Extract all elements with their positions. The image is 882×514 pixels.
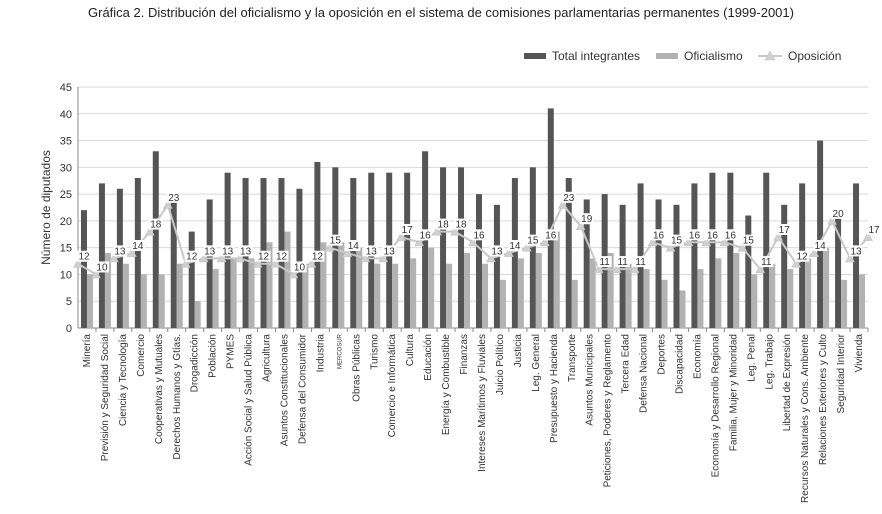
x-tick-label: Defensa Nacional (638, 334, 650, 413)
legend-label-oposicion: Oposición (788, 49, 842, 63)
bar-oficialismo (482, 264, 488, 328)
bar-total-integrantes (189, 232, 195, 328)
y-axis-label: Número de diputados (39, 150, 53, 265)
bar-total-integrantes (332, 167, 338, 328)
bar-total-integrantes (530, 167, 536, 328)
bar-oficialismo (554, 232, 560, 328)
bar-total-integrantes (691, 183, 697, 328)
x-tick-label: Leg. Trabajo (764, 334, 776, 390)
x-tick-label: Derechos Humanos y Gtías. (171, 334, 183, 460)
data-label-oposicion: 16 (473, 230, 485, 242)
x-tick-label: Población (207, 334, 219, 378)
bar-total-integrantes (207, 199, 213, 328)
bar-total-integrantes (656, 199, 662, 328)
bar-oficialismo (500, 280, 506, 328)
bar-oficialismo (626, 264, 632, 328)
x-tick-label: Recursos Naturales y Cons. Ambiente (800, 334, 812, 503)
bar-oficialismo (859, 274, 865, 328)
x-tick-label: Finanzas (459, 334, 471, 375)
legend-label-total-integrantes: Total integrantes (552, 49, 641, 63)
x-tick-label: Libertad de Expresión (782, 334, 794, 432)
bar-oficialismo (823, 248, 829, 328)
bar-total-integrantes (817, 141, 823, 328)
data-label-oposicion: 12 (311, 251, 323, 263)
x-tick-label: Acción Social y Salud Pública (243, 334, 255, 466)
bar-oficialismo (446, 264, 452, 328)
bar-total-integrantes (99, 183, 105, 328)
y-tick-label: 5 (65, 296, 72, 309)
x-tick-label: Economía (692, 334, 704, 380)
data-label-oposicion: 13 (222, 246, 234, 258)
x-tick-label: Asuntos Constitucionales (279, 334, 291, 447)
bar-oficialismo (841, 280, 847, 328)
data-label-oposicion: 13 (204, 246, 216, 258)
data-label-oposicion: 13 (114, 246, 126, 258)
x-tick-label: Educación (423, 334, 435, 381)
bar-oficialismo (787, 269, 793, 328)
x-tick-label: Discapacidad (674, 334, 686, 395)
data-label-oposicion: 15 (742, 235, 754, 247)
bar-oficialismo (644, 269, 650, 328)
x-tick-label: Energía y Combustible (441, 334, 453, 436)
bar-oficialismo (805, 258, 811, 328)
bar-oficialismo (428, 248, 434, 328)
y-tick-label: 0 (65, 323, 72, 335)
data-label-oposicion: 12 (186, 251, 198, 263)
data-label-oposicion: 15 (670, 235, 683, 247)
bar-total-integrantes (440, 167, 446, 328)
data-label-oposicion: 14 (347, 241, 359, 253)
bar-oficialismo (392, 264, 398, 328)
x-tick-label: Leg. General (530, 334, 542, 392)
y-tick-label: 20 (59, 215, 72, 228)
data-label-oposicion: 17 (778, 224, 790, 236)
bar-oficialismo (679, 291, 685, 328)
bar-oficialismo (87, 274, 93, 328)
bar-oficialismo (518, 258, 524, 328)
bar-total-integrantes (673, 205, 679, 328)
x-tick-label: Presupuesto y Hacienda (548, 334, 560, 443)
data-label-oposicion: 18 (150, 219, 162, 231)
x-tick-label: Economía y Desarrollo Regional (710, 334, 722, 478)
bar-oficialismo (284, 232, 290, 328)
x-tick-label: Asuntos Municipales (584, 334, 596, 426)
x-tick-label: Defensa del Consumidor (297, 334, 309, 445)
data-label-oposicion: 12 (78, 251, 90, 263)
bar-oficialismo (697, 269, 703, 328)
data-label-oposicion: 11 (617, 257, 628, 269)
data-label-oposicion: 16 (688, 230, 701, 242)
x-tick-label: Familia, Mujer y Minoridad (728, 334, 740, 452)
data-label-oposicion: 12 (257, 251, 270, 263)
data-label-oposicion: 13 (383, 246, 395, 258)
data-label-oposicion: 13 (850, 246, 862, 258)
data-label-oposicion: 13 (365, 246, 377, 258)
bar-oficialismo (249, 258, 255, 328)
x-tick-label: Juicio Político (494, 334, 506, 396)
data-label-oposicion: 23 (168, 192, 180, 204)
data-label-oposicion: 20 (832, 208, 844, 220)
data-label-oposicion: 14 (814, 241, 826, 253)
x-tick-label: Turismo (369, 334, 381, 370)
legend-swatch-oficialismo (656, 53, 678, 59)
data-label-oposicion: 11 (761, 257, 772, 269)
x-tick-label: Relaciones Exteriores y Culto (818, 334, 830, 466)
x-tick-label: Previsión y Seguridad Social (99, 334, 111, 462)
bar-oficialismo (464, 253, 470, 328)
data-label-oposicion: 15 (527, 235, 539, 247)
bar-total-integrantes (153, 151, 159, 328)
y-tick-label: 10 (59, 269, 72, 282)
bar-total-integrantes (727, 173, 733, 328)
bar-oficialismo (662, 280, 668, 328)
bar-total-integrantes (548, 108, 554, 328)
data-label-oposicion: 16 (706, 230, 718, 242)
data-label-oposicion: 15 (329, 235, 341, 247)
data-label-oposicion: 16 (419, 230, 431, 242)
bar-oficialismo (123, 264, 129, 328)
bar-total-integrantes (763, 173, 769, 328)
data-label-oposicion: 19 (581, 214, 593, 226)
bar-oficialismo (231, 258, 237, 328)
bar-oficialismo (141, 274, 147, 328)
data-label-oposicion: 13 (240, 246, 252, 258)
bar-total-integrantes (404, 173, 410, 328)
legend-label-oficialismo: Oficialismo (684, 49, 743, 63)
bar-total-integrantes (350, 178, 356, 328)
x-tick-label: Transporte (566, 334, 578, 382)
bar-total-integrantes (458, 167, 464, 328)
bar-total-integrantes (781, 205, 787, 328)
bar-oficialismo (374, 264, 380, 328)
bar-total-integrantes (709, 173, 715, 328)
bar-oficialismo (356, 248, 362, 328)
bar-oficialismo (590, 258, 596, 328)
data-label-oposicion: 17 (868, 224, 880, 236)
bar-total-integrantes (745, 216, 751, 328)
bar-oficialismo (572, 280, 578, 328)
data-label-oposicion: 11 (635, 257, 646, 269)
bar-oficialismo (195, 301, 201, 328)
bar-oficialismo (769, 264, 775, 328)
data-label-oposicion: 13 (491, 246, 503, 258)
x-tick-label: Cooperativas y Mutuales (153, 334, 165, 445)
bar-oficialismo (751, 274, 757, 328)
x-tick-label: Intereses Marítimos y Fluviales (476, 334, 488, 472)
x-tick-label: Seguridad Interior (836, 334, 848, 414)
data-label-oposicion: 11 (599, 257, 610, 269)
x-tick-label: MERCOSUR (337, 334, 344, 370)
bar-total-integrantes (476, 194, 482, 328)
data-label-oposicion: 17 (401, 224, 413, 236)
x-tick-label: Agricultura (261, 334, 273, 382)
chart-title: Gráfica 2. Distribución del oficialismo y la oposición en el sistema de comisiones parlamentarias permanentes (1999-2001) (88, 5, 794, 20)
bar-oficialismo (177, 264, 183, 328)
y-tick-label: 45 (59, 82, 72, 94)
x-tick-label: Vivienda (854, 334, 866, 373)
bar-oficialismo (715, 258, 721, 328)
x-tick-label: Minería (81, 334, 93, 368)
data-label-oposicion: 18 (455, 219, 467, 231)
y-tick-label: 30 (59, 162, 72, 175)
data-label-oposicion: 12 (275, 251, 288, 263)
y-tick-label: 25 (59, 189, 72, 202)
bar-total-integrantes (135, 178, 141, 328)
bar-total-integrantes (296, 189, 302, 328)
x-tick-label: Deportes (656, 334, 668, 375)
x-tick-label: Comercio (135, 334, 147, 377)
y-tick-label: 15 (59, 242, 72, 255)
bar-oficialismo (213, 269, 219, 328)
data-label-oposicion: 14 (509, 241, 521, 253)
data-label-oposicion: 16 (652, 230, 665, 242)
data-label-oposicion: 12 (796, 251, 808, 263)
x-tick-label: Tercera Edad (620, 334, 632, 394)
data-label-oposicion: 18 (437, 219, 449, 231)
x-tick-label: Justicia (512, 334, 524, 368)
bar-total-integrantes (512, 178, 518, 328)
x-tick-label: Cultura (405, 334, 417, 367)
x-tick-label: Leg. Penal (746, 334, 758, 382)
y-tick-label: 40 (59, 108, 72, 121)
bar-total-integrantes (314, 162, 320, 328)
x-tick-label: Peticiones, Poderes y Reglamento (602, 334, 614, 488)
data-label-oposicion: 10 (96, 262, 108, 274)
x-tick-label: Obras Públicas (351, 334, 363, 402)
legend-swatch-total-integrantes (524, 53, 546, 59)
data-label-oposicion: 16 (545, 230, 557, 242)
bar-total-integrantes (117, 189, 123, 328)
bar-total-integrantes (494, 205, 500, 328)
x-tick-label: Ciencia y Tecnología (117, 334, 129, 427)
bar-oficialismo (159, 274, 165, 328)
data-label-oposicion: 23 (563, 192, 575, 204)
bar-oficialismo (410, 258, 416, 328)
x-tick-label: Comercio e Informática (387, 334, 399, 438)
y-tick-label: 35 (59, 135, 72, 148)
data-label-oposicion: 10 (293, 262, 306, 274)
data-label-oposicion: 16 (724, 230, 736, 242)
x-tick-label: Industria (315, 334, 327, 373)
bar-oficialismo (733, 253, 739, 328)
bar-oficialismo (536, 253, 542, 328)
data-label-oposicion: 14 (132, 241, 144, 253)
x-tick-label: PYMES (225, 334, 237, 370)
x-tick-label: Drogadicción (189, 334, 201, 393)
